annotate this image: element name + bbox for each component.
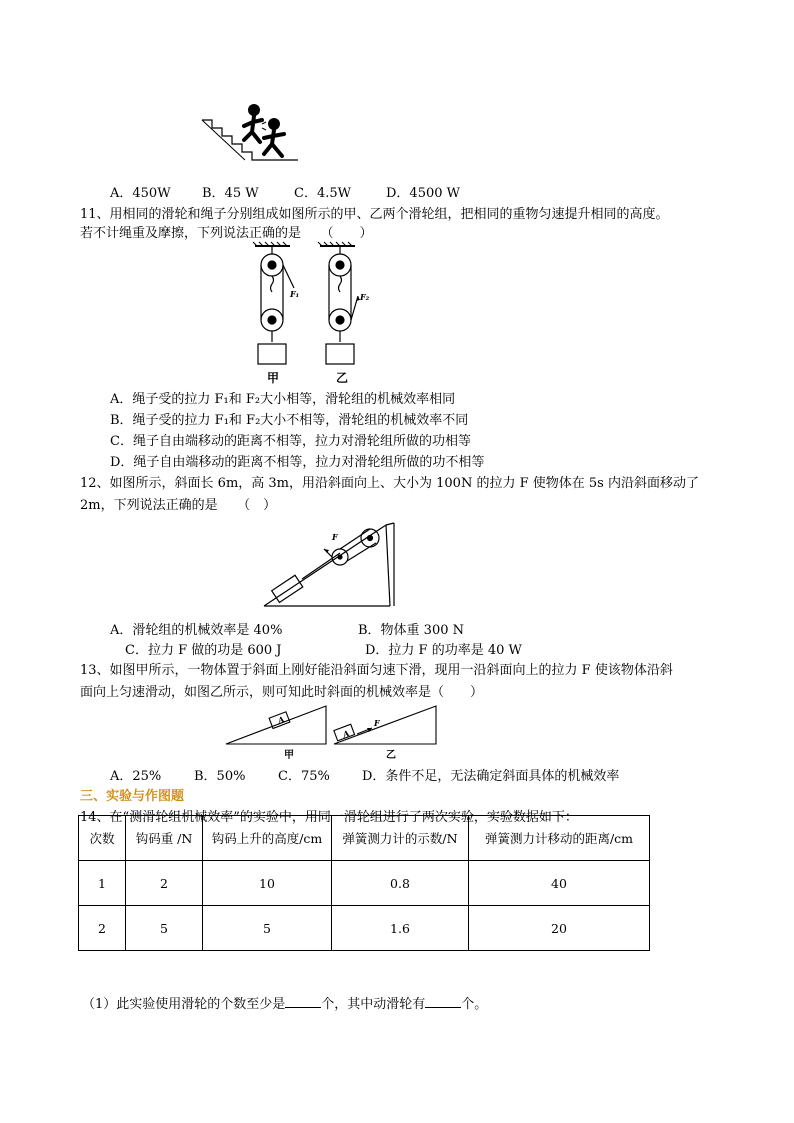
q11-option-b: B．绳子受的拉力 F₁和 F₂大小不相等，滑轮组的机械效率不同: [110, 413, 469, 428]
incline-pulley-figure: [262, 513, 397, 613]
q13-fig-label-right: 乙: [386, 750, 396, 761]
q12-option-d: D．拉力 F 的功率是 40 W: [365, 643, 522, 658]
q12-option-c: C．拉力 F 做的功是 600 J: [125, 643, 282, 658]
table-cell: 40: [469, 861, 650, 906]
table-cell: 5: [126, 906, 203, 951]
q10-option-b: B．45 W: [202, 186, 259, 201]
q11-fig-label-left: 甲: [267, 371, 280, 385]
two-inclines-figure: [224, 702, 444, 766]
q13-option-b: B．50%: [194, 769, 246, 784]
q13-options: [110, 765, 619, 784]
table-cell: 1.6: [332, 906, 469, 951]
table-header: 弹簧测力计的示数/N: [332, 816, 469, 861]
q11-stem-line1: 11、用相同的滑轮和绳子分别组成如图所示的甲、乙两个滑轮组，把相同的重物匀速提升相同的高度。: [80, 207, 669, 222]
q14-stem: 14、在“测滑轮组机械效率”的实验中，用同一滑轮组进行了两次实验，实验数据如下：: [80, 810, 578, 825]
table-row: [79, 906, 650, 951]
table-cell: 1: [79, 861, 126, 906]
stairs-figure: [200, 98, 300, 164]
data-table: [78, 815, 650, 951]
q11-option-d: D．绳子自由端移动的距离不相等，拉力对滑轮组所做的功不相等: [110, 455, 485, 470]
q12-stem-line1: 12、如图所示，斜面长 6m，高 3m，用沿斜面向上、大小为 100N 的拉力 F 使物体在 5s 内沿斜面移动了: [80, 476, 699, 491]
q11-option-c: C．绳子自由端移动的距离不相等，拉力对滑轮组所做的功相等: [110, 434, 471, 449]
table-cell: 20: [469, 906, 650, 951]
q11-stem-line2: 若不计绳重及摩擦，下列说法正确的是 （ ）: [80, 226, 373, 241]
q13-fig-block-right: A: [341, 727, 351, 740]
q13-fig-force-label: F: [374, 718, 380, 728]
table-row: [79, 861, 650, 906]
table-header: 钩码上升的高度/cm: [203, 816, 332, 861]
answer-blank-1[interactable]: [285, 995, 321, 1008]
q14-sub1-text-a: （1）此实验使用滑轮的个数至少是: [82, 997, 286, 1012]
q14-sub1-text-c: 个。: [461, 997, 488, 1012]
q12-stem-line2: 2m，下列说法正确的是 （ ）: [80, 498, 277, 513]
q11-fig-f2: F₂: [360, 292, 370, 302]
q14-subquestion-1: [82, 993, 487, 1012]
section-heading: 三、实验与作图题: [80, 789, 185, 804]
q10-option-d: D．4500 W: [386, 186, 461, 201]
pulley-figure: [250, 240, 375, 380]
table-header-row: [79, 816, 650, 861]
q13-stem-line1: 13、如图甲所示，一物体置于斜面上刚好能沿斜面匀速下滑，现用一沿斜面向上的拉力 F 使该物体沿斜: [80, 663, 673, 678]
q11-fig-f1: F₁: [290, 289, 300, 299]
q13-fig-block-left: A: [276, 713, 286, 726]
q10-options: [110, 182, 460, 201]
q12-fig-force-label: F: [332, 532, 338, 542]
table-cell: 10: [203, 861, 332, 906]
q10-option-a: A．450W: [110, 186, 171, 201]
q14-sub1-text-b: 个，其中动滑轮有: [321, 997, 426, 1012]
table-header: 弹簧测力计移动的距离/cm: [469, 816, 650, 861]
q11-fig-label-right: 乙: [336, 371, 349, 385]
answer-blank-2[interactable]: [425, 995, 461, 1008]
table-cell: 2: [79, 906, 126, 951]
table-cell: 2: [126, 861, 203, 906]
q13-option-a: A．25%: [110, 769, 162, 784]
q12-option-a: A．滑轮组的机械效率是 40%: [110, 623, 283, 638]
q10-option-c: C．4.5W: [294, 186, 351, 201]
table-cell: 5: [203, 906, 332, 951]
table-header: 次数: [79, 816, 126, 861]
q13-option-d: D．条件不足，无法确定斜面具体的机械效率: [362, 769, 620, 784]
q11-option-a: A．绳子受的拉力 F₁和 F₂大小相等，滑轮组的机械效率相同: [110, 392, 456, 407]
q12-option-b: B．物体重 300 N: [358, 623, 465, 638]
table-cell: 0.8: [332, 861, 469, 906]
q13-option-c: C．75%: [278, 769, 330, 784]
table-header: 钩码重 /N: [126, 816, 203, 861]
q13-stem-line2: 面向上匀速滑动，如图乙所示，则可知此时斜面的机械效率是（ ）: [80, 685, 484, 700]
q13-fig-label-left: 甲: [284, 750, 294, 761]
